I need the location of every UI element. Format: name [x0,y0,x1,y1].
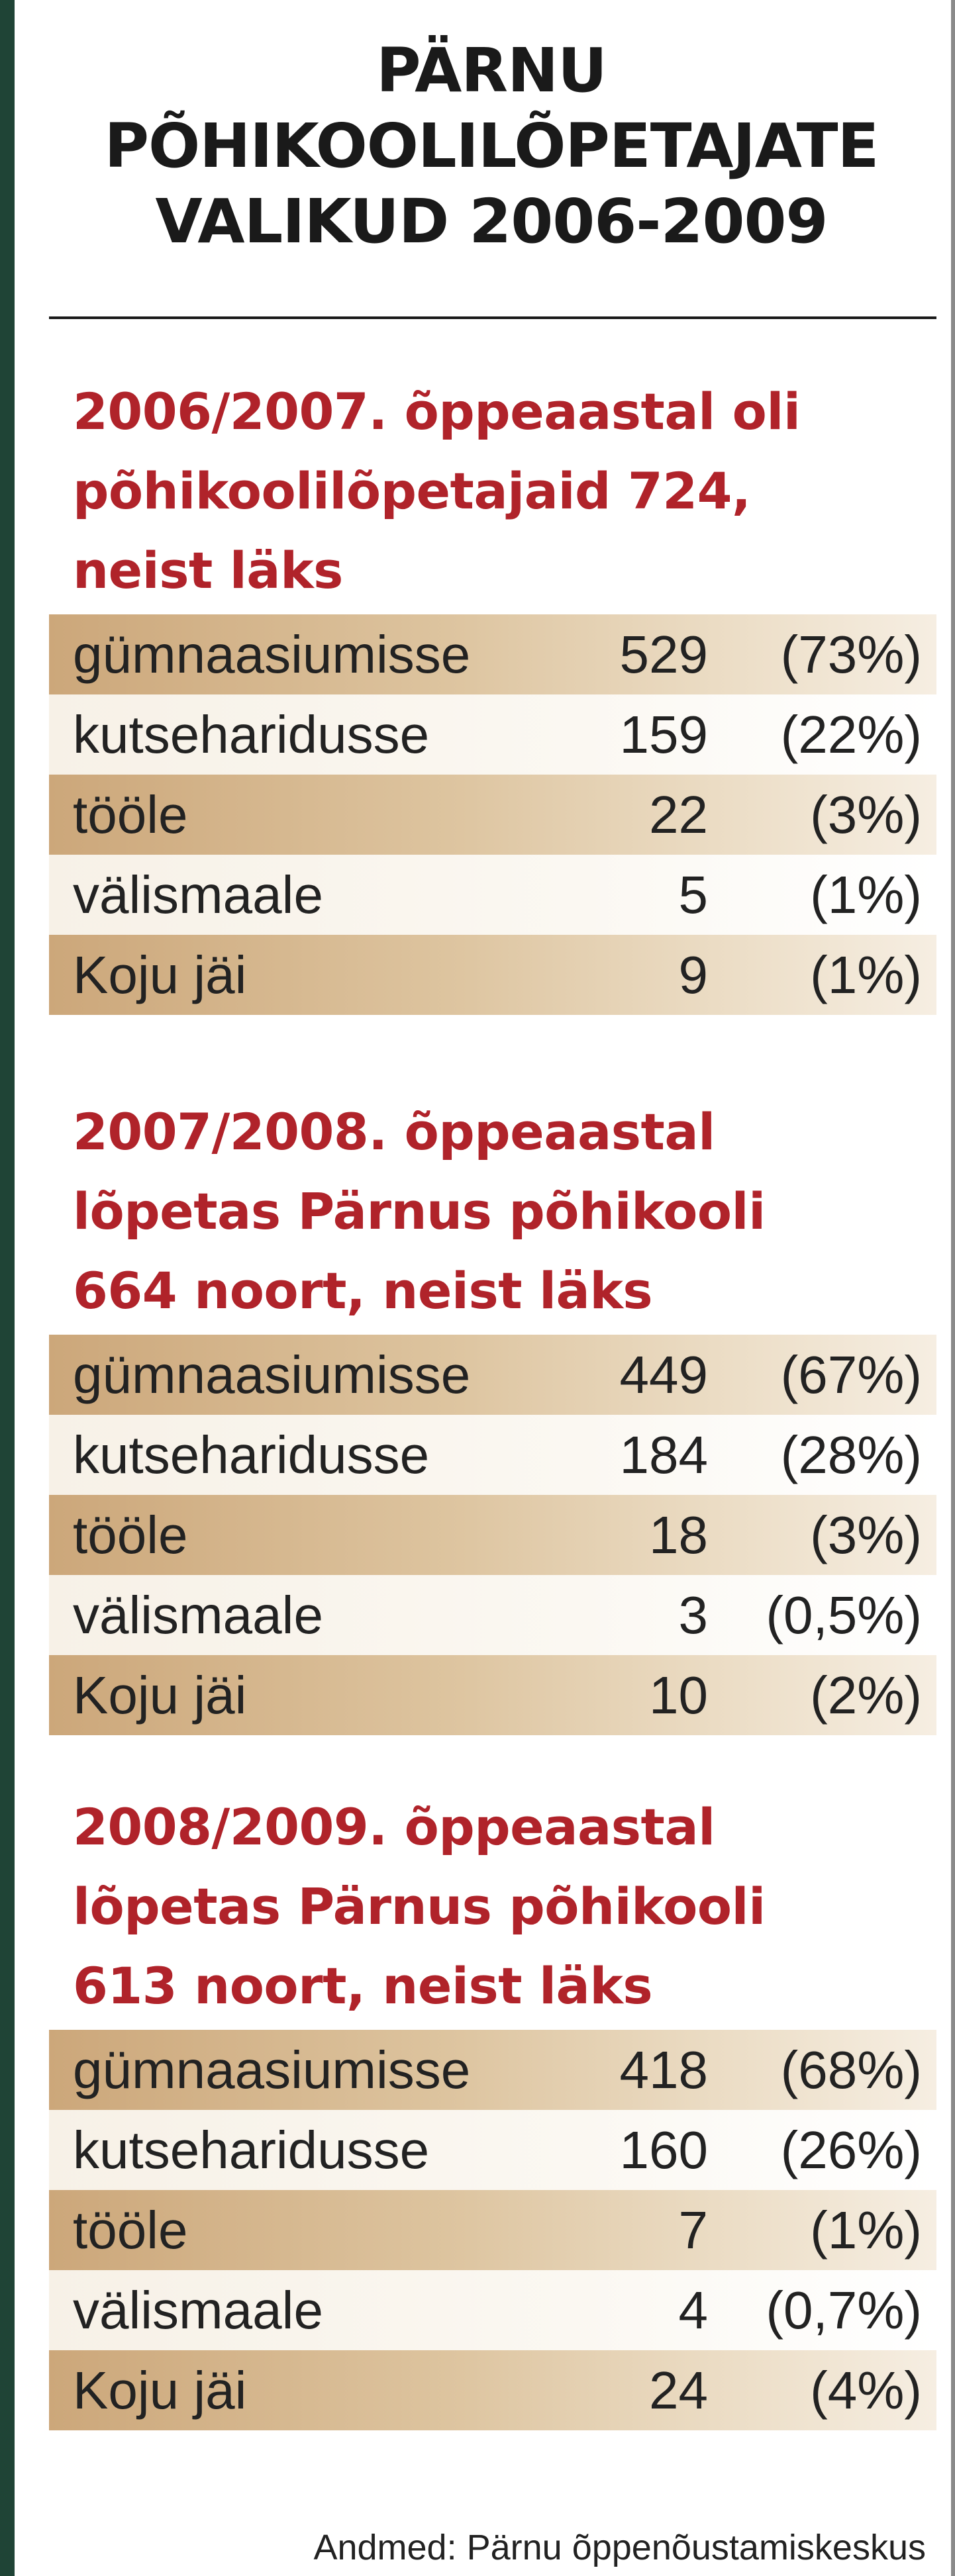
row-label: tööle [73,2201,188,2260]
row-percent: (0,7%) [766,2281,922,2340]
row-count: 160 [619,2121,708,2179]
table-row [49,614,936,694]
row-count: 18 [649,1505,708,1564]
row-label: välismaale [73,865,323,924]
row-count: 529 [619,625,708,684]
title-divider [49,316,936,319]
row-label: tööle [73,1505,188,1564]
stats-table [49,614,936,1015]
heading-line: 2008/2009. õppeaastal [73,1797,715,1856]
row-percent: (1%) [810,2201,922,2260]
section-heading [49,1788,936,2026]
row-count: 22 [649,785,708,844]
row-percent: (3%) [810,785,922,844]
heading-line: lõpetas Pärnus põhikooli [73,1182,766,1241]
row-percent: (73%) [780,625,922,684]
heading-line: 2007/2008. õppeaastal [73,1102,715,1161]
table-row [49,694,936,775]
section-2006-2007 [49,372,936,1015]
heading-line: neist läks [73,541,343,600]
table-row [49,2110,936,2190]
table-row [49,2190,936,2270]
row-percent: (67%) [780,1345,922,1404]
heading-line: põhikoolilõpetajaid 724, [73,461,751,520]
source-credit: Andmed: Pärnu õppenõustamiskeskus [313,2528,926,2567]
row-label: kutseharidusse [73,2121,430,2179]
stats-table [49,1335,936,1735]
heading-line: 613 noort, neist läks [73,1956,653,2015]
table-row [49,2270,936,2350]
table-row [49,775,936,855]
stats-table [49,2030,936,2430]
section-heading [49,372,936,610]
row-count: 4 [678,2281,708,2340]
row-percent: (0,5%) [766,1586,922,1645]
row-count: 418 [619,2040,708,2099]
row-percent: (4%) [810,2361,922,2420]
row-percent: (2%) [810,1666,922,1725]
table-row [49,1655,936,1735]
table-row [49,1495,936,1575]
row-count: 24 [649,2361,708,2420]
row-count: 10 [649,1666,708,1725]
row-count: 184 [619,1425,708,1484]
row-percent: (28%) [780,1425,922,1484]
table-row [49,2030,936,2110]
heading-line: 664 noort, neist läks [73,1261,653,1320]
row-count: 159 [619,705,708,764]
row-label: Koju jäi [73,945,247,1004]
row-label: gümnaasiumisse [73,625,471,684]
title-line: VALIKUD 2006-2009 [155,186,828,257]
row-label: gümnaasiumisse [73,2040,471,2099]
row-percent: (68%) [780,2040,922,2099]
row-count: 5 [678,865,708,924]
row-label: kutseharidusse [73,1425,430,1484]
section-heading [49,1092,936,1331]
section-2008-2009 [49,1788,936,2430]
table-row [49,935,936,1015]
row-label: Koju jäi [73,1666,247,1725]
table-row [49,1415,936,1495]
row-label: tööle [73,785,188,844]
row-label: välismaale [73,1586,323,1645]
title-line: PÄRNU [376,35,607,106]
heading-line: lõpetas Pärnus põhikooli [73,1877,766,1936]
row-count: 9 [678,945,708,1004]
row-percent: (1%) [810,945,922,1004]
page-title [54,33,929,260]
row-label: gümnaasiumisse [73,1345,471,1404]
row-label: Koju jäi [73,2361,247,2420]
row-percent: (22%) [780,705,922,764]
table-row [49,1335,936,1415]
row-percent: (1%) [810,865,922,924]
section-2007-2008 [49,1092,936,1735]
heading-line: 2006/2007. õppeaastal oli [73,382,801,441]
row-count: 449 [619,1345,708,1404]
row-count: 3 [678,1586,708,1645]
row-label: kutseharidusse [73,705,430,764]
table-row [49,855,936,935]
row-count: 7 [678,2201,708,2260]
row-label: välismaale [73,2281,323,2340]
table-row [49,2350,936,2430]
row-percent: (3%) [810,1505,922,1564]
row-percent: (26%) [780,2121,922,2179]
table-row [49,1575,936,1655]
title-line: PÕHIKOOLILÕPETAJATE [104,111,879,181]
